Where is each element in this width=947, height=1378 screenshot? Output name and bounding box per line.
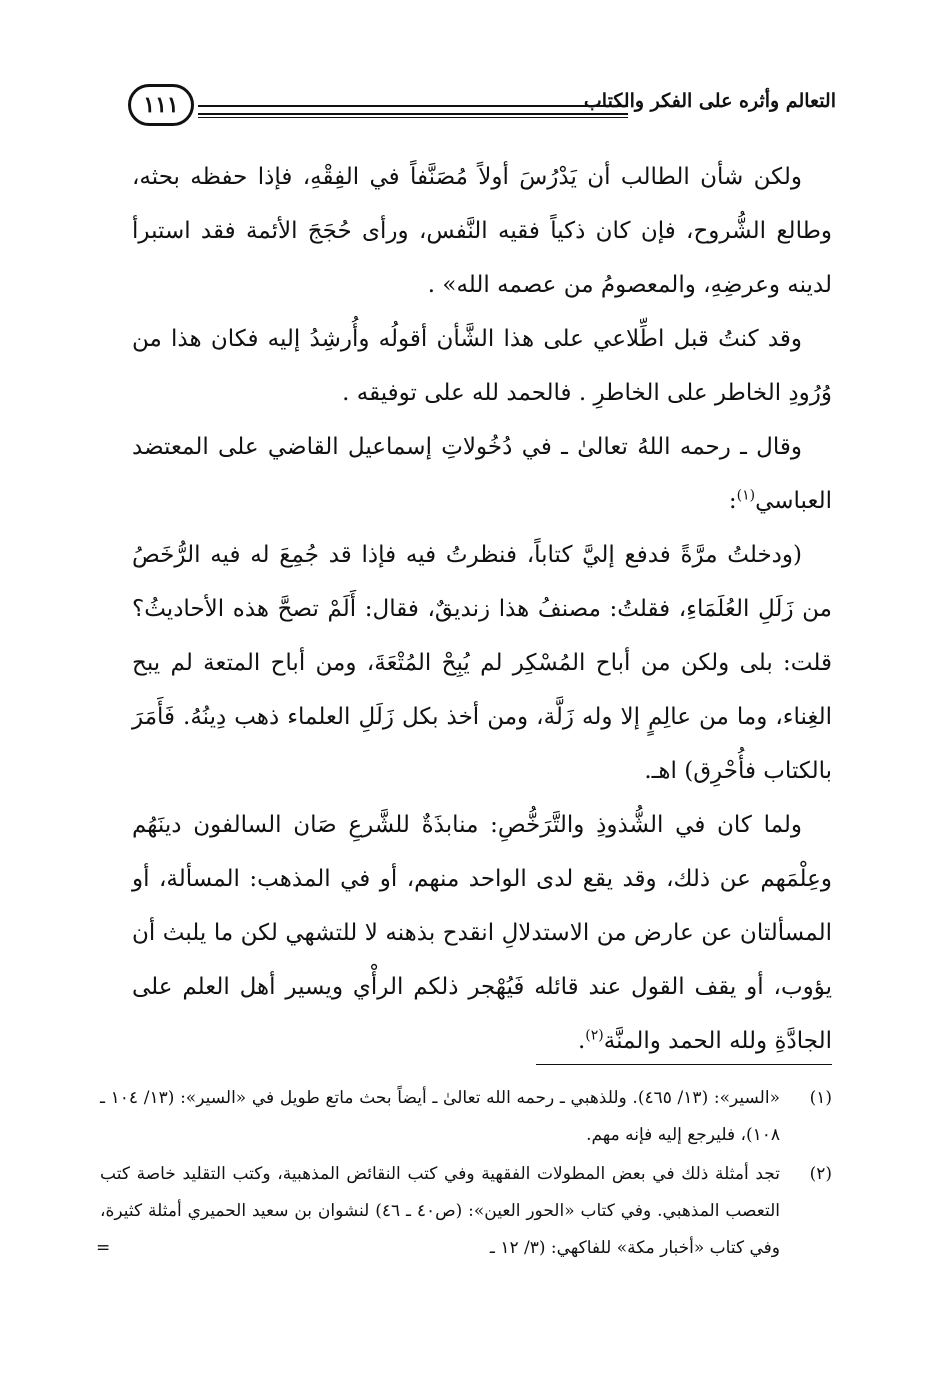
footnote-text: تجد أمثلة ذلك في بعض المطولات الفقهية وفي كتب النقائض المذهبية، وكتب التقليد خاصة كتب التعصب المذهبي. وفي كتاب «الحور العين»: (ص٤٠ ـ ٤٦) لنشوان بن سعيد الحميري أمثلة كثيرة، وفي كتاب «أخبار مكة» للفاكهي: (٣/ ١٢ ـ [100,1164,780,1258]
footnote-number: (٢) [809,1164,832,1184]
footnote [96,1156,832,1267]
footnotes [96,1080,832,1269]
main-text [132,150,832,1068]
paragraph: وقال ـ رحمه اللهُ تعالىٰ ـ في دُخُولاتِ إسماعيل القاضي على المعتضد العباسي$^{(١)}$: [132,434,832,514]
footnote-separator [536,1064,832,1065]
header-thin-rule [198,117,628,118]
footnote-number: (١) [809,1088,832,1108]
header-double-rule [198,105,628,115]
footnote-text: «السير»: (١٣/ ٤٦٥). وللذهبي ـ رحمه الله تعالىٰ ـ أيضاً بحث ماتع طويل في «السير»: (١٣/ ١٠٤ ـ ١٠٨)، فليرجع إليه فإنه مهم. [100,1088,780,1145]
running-header [128,84,836,134]
footnote-reference[interactable]: (٢) [585,1027,604,1044]
paragraph: (ودخلتُ مرَّةً فدفع إليَّ كتاباً، فنظرتُ فيه فإذا قد جُمِعَ له فيه الرُّخَصُ من زَلَلِ العُلَمَاءِ، فقلتُ: مصنفُ هذا زنديقٌ، فقال: أَلَمْ تصحَّ هذه الأحاديثُ؟ قلت: بلى ولكن من أباح المُسْكِر لم يُبِحْ المُتْعَةَ، ومن أباح المتعة لم يبح الغِناء، وما من عالِمٍ إلا وله زَلَّة، ومن أخذ بكل زَلَلِ العلماء ذهب دِينُهُ. فَأَمَرَ بالكتاب فأُحْرِق) اهـ. [132,542,832,784]
footnote [100,1080,832,1154]
page-number: ١١١ [128,84,194,126]
footnote-reference[interactable]: (١) [736,487,756,504]
continuation-marker: = [96,1238,111,1258]
paragraph: ولكن شأن الطالب أن يَدْرُسَ أولاً مُصَنَّفاً في الفِقْهِ، فإذا حفظه بحثه، وطالع الشُّروح، فإن كان ذكياً فقيه النَّفس، ورأى حُجَجَ الأئمة فقد استبرأ لدينه وعرضِهِ، والمعصومُ من عصمه الله» . [132,164,832,298]
running-title: التعالم وأثره على الفكر والكتاب [583,90,836,112]
paragraph: وقد كنتُ قبل اطِّلاعي على هذا الشَّأن أقولُه وأُرشِدُ إليه فكان هذا من وُرُودِ الخاطر على الخاطرِ . فالحمد لله على توفيقه . [132,326,832,406]
paragraph: ولما كان في الشُّذوذِ والتَّرَخُّصِ: منابذَةٌ للشَّرعِ صَان السالفون دينَهُم وعِلْمَهم عن ذلك، وقد يقع لدى الواحد منهم، أو في المذهب: المسألة، أو المسألتان عن عارض من الاستدلالِ انقدح بذهنه لا للتشهي لكن ما يلبث أن يؤوب، أو يقف القول عند قائله فَيُهْجر ذلكم الرأْي ويسير أهل العلم على الجادَّةِ ولله الحمد والمنَّة$^{(٢)}$. [132,812,832,1054]
